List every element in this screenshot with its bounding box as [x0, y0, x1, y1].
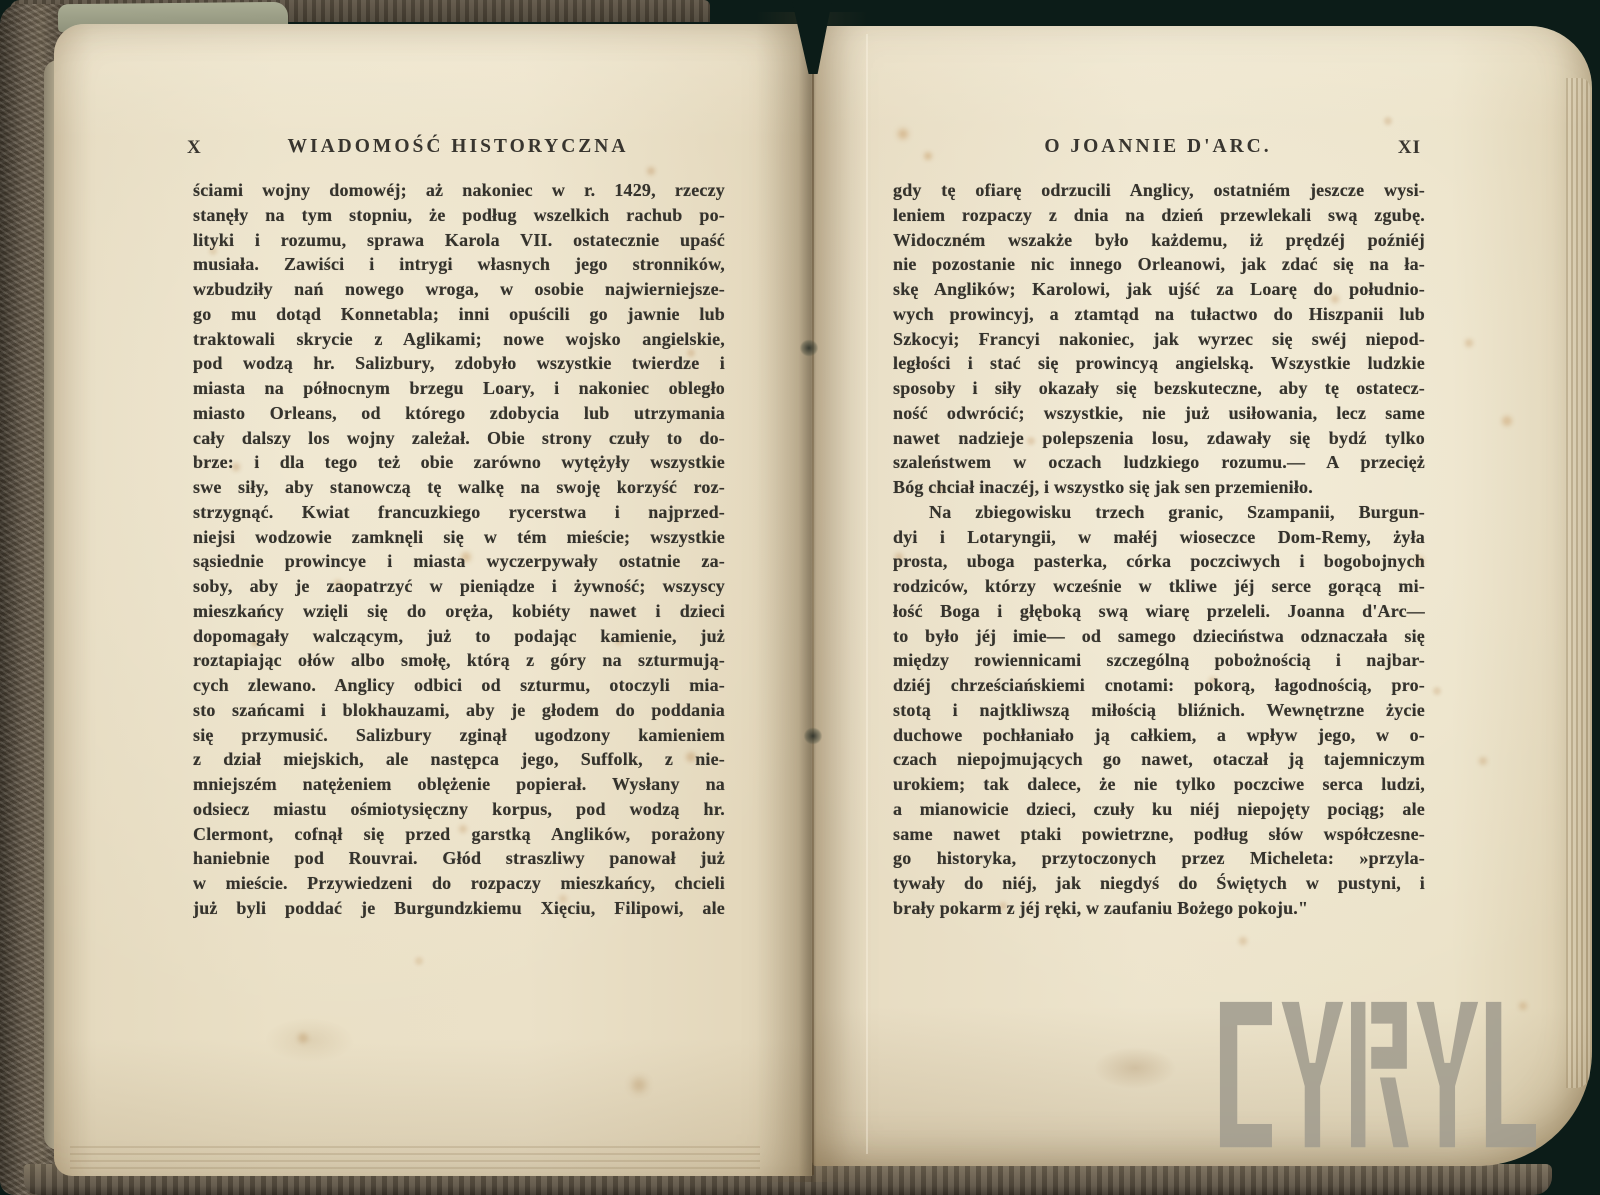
watermark-letter-y — [1417, 1002, 1479, 1147]
text-line: swe siły, aby stanowczą tę walkę na swoję korzyść roz- — [193, 477, 725, 497]
text-line: leniem rozpaczy z dnia na dzień przewlekali swą zgubę. — [893, 204, 1425, 225]
text-line: miasta na północnym brzegu Loary, i nakoniec obległo — [193, 378, 725, 398]
watermark-letter-l — [1486, 1002, 1536, 1147]
text-line: cych zlewano. Anglicy odbici od szturmu, otoczyli mia- — [193, 675, 725, 695]
text-line: Na zbiegowisku trzech granic, Szampanii, Burgun- — [929, 501, 1425, 522]
left-running-title: WIADOMOŚĆ HISTORYCZNA — [287, 136, 629, 157]
text-line: stotą i najtkliwszą miłością bliźnich. Wewnętrzne życie — [893, 699, 1425, 720]
text-line: traktowali skrycie z Aglikami; nowe wojsko angielskie, — [193, 328, 725, 349]
left-running-head — [187, 136, 723, 164]
text-line: brały pokarm z jéj ręki, w zaufaniu Bożego pokoju." — [893, 897, 1309, 918]
right-page — [812, 26, 1592, 1166]
right-page-fold-highlight — [866, 34, 868, 1154]
foxing-spots-right-page — [0, 0, 6, 6]
text-line: Widoczném wszakże było każdemu, iż prędzéj poźniéj — [893, 229, 1425, 250]
text-line: miasto Orleans, od którego zdobycia lub utrzymania — [193, 402, 725, 423]
foxing-spots-left-page — [0, 0, 6, 6]
text-line: strzygnąć. Kwiat francuzkiego rycerstwa i najprzed- — [193, 501, 725, 522]
text-line: soby, aby je zaopatrzyć w pieniądze i żywność; wszyscy — [193, 576, 725, 596]
text-line: stanęły na tym stopniu, że podług wszelkich rachub po- — [193, 204, 725, 225]
watermark-letters — [1220, 1002, 1536, 1147]
text-line: same nawet ptaki powietrzne, podług słów współczesne- — [893, 823, 1425, 844]
text-line: wzbudziły nań nowego wroga, w osobie najwierniejsze- — [193, 279, 725, 299]
text-line: cały dalszy los wojny zależał. Obie strony czuły to do- — [193, 427, 725, 448]
text-line: między rowiennicami szczególną pobożnością i najbar- — [893, 650, 1425, 671]
text-line: odsiecz miastu ośmiotysięczny korpus, pod wodzą hr. — [193, 798, 725, 819]
left-page — [54, 24, 812, 1176]
watermark-letter-c — [1220, 1002, 1272, 1147]
text-line: dopomagały walczącym, już to podając kamienie, już — [193, 625, 725, 646]
text-line: sąsiednie prowincye i miasta wyczerpywały ostatnie za- — [193, 551, 725, 572]
text-line: pod wodzą hr. Salizbury, zdobyło wszystkie twierdze i — [193, 353, 725, 374]
page-stack-bottom-edge — [70, 1146, 760, 1172]
text-line: haniebnie pod Rouvrai. Głód straszliwy panował już — [193, 848, 725, 869]
text-line: nawet nadzieje polepszenia losu, zdawały się bydź tylko — [893, 427, 1425, 448]
text-line: brze: i dla tego też obie zarówno wytężyły wszystkie — [193, 452, 725, 473]
text-line: ległości i stać się prowincyą angielską. Wszystkie ludzkie — [893, 353, 1425, 374]
text-line: Szkocyi; Francyi nakoniec, jak wyrzec się swéj niepod- — [893, 328, 1425, 349]
text-line: mniejszém natężeniem oblężenie popierał. Wysłany na — [193, 774, 725, 794]
text-line: wych prowincyj, a ztamtąd na tułactwo do Hiszpanii lub — [893, 303, 1425, 324]
text-line: nie pozostanie nic innego Orleanowi, jak zdać się na ła- — [893, 254, 1425, 275]
text-line: dziéj chrześciańskiemi cnotami: pokorą, łagodnością, pro- — [893, 675, 1425, 695]
text-line: Bóg chciał inaczéj, i wszystko się jak sen przemieniło. — [893, 477, 1313, 497]
text-line: dyi i Lotaryngii, w małéj wioseczce Dom-Remy, żyła — [893, 526, 1425, 547]
right-running-head — [893, 136, 1423, 164]
watermark-letter-y — [1282, 1002, 1344, 1147]
text-line: skę Anglików; Karolowi, jak ujść za Loarę do południo- — [893, 279, 1425, 299]
text-line: go mu dotąd Konnetabla; inni opuścili go jawnie lub — [193, 303, 725, 324]
page-stack-right-edge — [1566, 78, 1590, 1088]
binding-stitch-mark — [800, 724, 826, 748]
right-running-title: O JOANNIE D'ARC. — [1044, 136, 1272, 157]
right-page-number: XI — [1397, 137, 1421, 158]
text-line: duchowe pochłaniało ją całkiem, a wpływ jego, w o- — [893, 724, 1425, 745]
text-line: w mieście. Przywiedzeni do rozpaczy mieszkańcy, chcieli — [193, 873, 725, 893]
left-text-column — [193, 178, 725, 921]
text-line: urokiem; tak dalece, że nie tylko poczciwe serca ludzi, — [893, 774, 1425, 794]
watermark-letter-r — [1380, 1077, 1409, 1147]
text-line: czach niepojmujących go nawet, otaczał ją tajemniczym — [893, 749, 1425, 770]
cyryl-watermark — [1218, 996, 1536, 1156]
text-line: a mianowicie dzieci, czuły ku niéj niepojęty pociąg; ale — [893, 798, 1425, 819]
text-line: mieszkańcy wzięli się do oręża, kobiéty nawet i dzieci — [193, 600, 725, 621]
watermark-letter-r — [1351, 1002, 1365, 1147]
text-line: sposoby i siły okazały się bezskuteczne, aby tę ostatecz- — [893, 378, 1425, 398]
text-line: musiała. Zawiści i intrygi własnych jego stronników, — [193, 254, 725, 275]
left-page-number: X — [187, 137, 202, 158]
binding-stitch-mark — [796, 336, 822, 360]
text-line: to było jéj imie— od samego dzieciństwa odznaczała się — [893, 625, 1425, 646]
text-line: z dział miejskich, ale następca jego, Suffolk, z nie- — [193, 749, 725, 770]
text-line: ność odwrócić; wszystkie, nie już usiłowania, lecz same — [893, 402, 1425, 423]
text-line: szaleństwem w oczach ludzkiego rozumu.— A przecięż — [893, 452, 1425, 473]
text-line: łość Boga i głęboką swą wiarę przeleli. Joanna d'Arc— — [893, 600, 1425, 621]
text-line: lityki i rozumu, sprawa Karola VII. ostatecznie upaść — [193, 229, 725, 250]
watermark-letter-r — [1371, 1002, 1407, 1069]
gutter-crease-line — [812, 20, 814, 1175]
text-line: gdy tę ofiarę odrzucili Anglicy, ostatniém jeszcze wysi- — [893, 180, 1425, 200]
text-line: prosta, uboga pasterka, córka poczciwych i bogobojnych — [893, 551, 1425, 572]
text-line: ściami wojny domowéj; aż nakoniec w r. 1429, rzeczy — [193, 180, 725, 200]
right-text-column — [893, 178, 1425, 921]
text-line: niejsi wodzowie zamknęli się w tém mieście; wszystkie — [193, 526, 725, 547]
text-line: Clermont, cofnął się przed garstką Anglików, porażony — [193, 823, 725, 844]
text-line: sto szańcami i blokhauzami, aby je głodem do poddania — [193, 699, 725, 720]
text-line: tywały do niéj, jak niegdyś do Świętych w pustyni, i — [893, 873, 1425, 893]
text-line: się przymusić. Salizbury zginął ugodzony kamieniem — [193, 724, 725, 745]
text-line: roztapiając ołów albo smołę, którą z góry na szturmują- — [193, 650, 725, 671]
text-line: go historyka, przytoczonych przez Micheleta: »przyla- — [893, 848, 1425, 869]
text-line: rodziców, którzy wcześnie w tkliwe jéj serce gorącą mi- — [893, 576, 1425, 596]
text-line: już byli poddać je Burgundzkiemu Xięciu, Filipowi, ale — [193, 897, 725, 918]
